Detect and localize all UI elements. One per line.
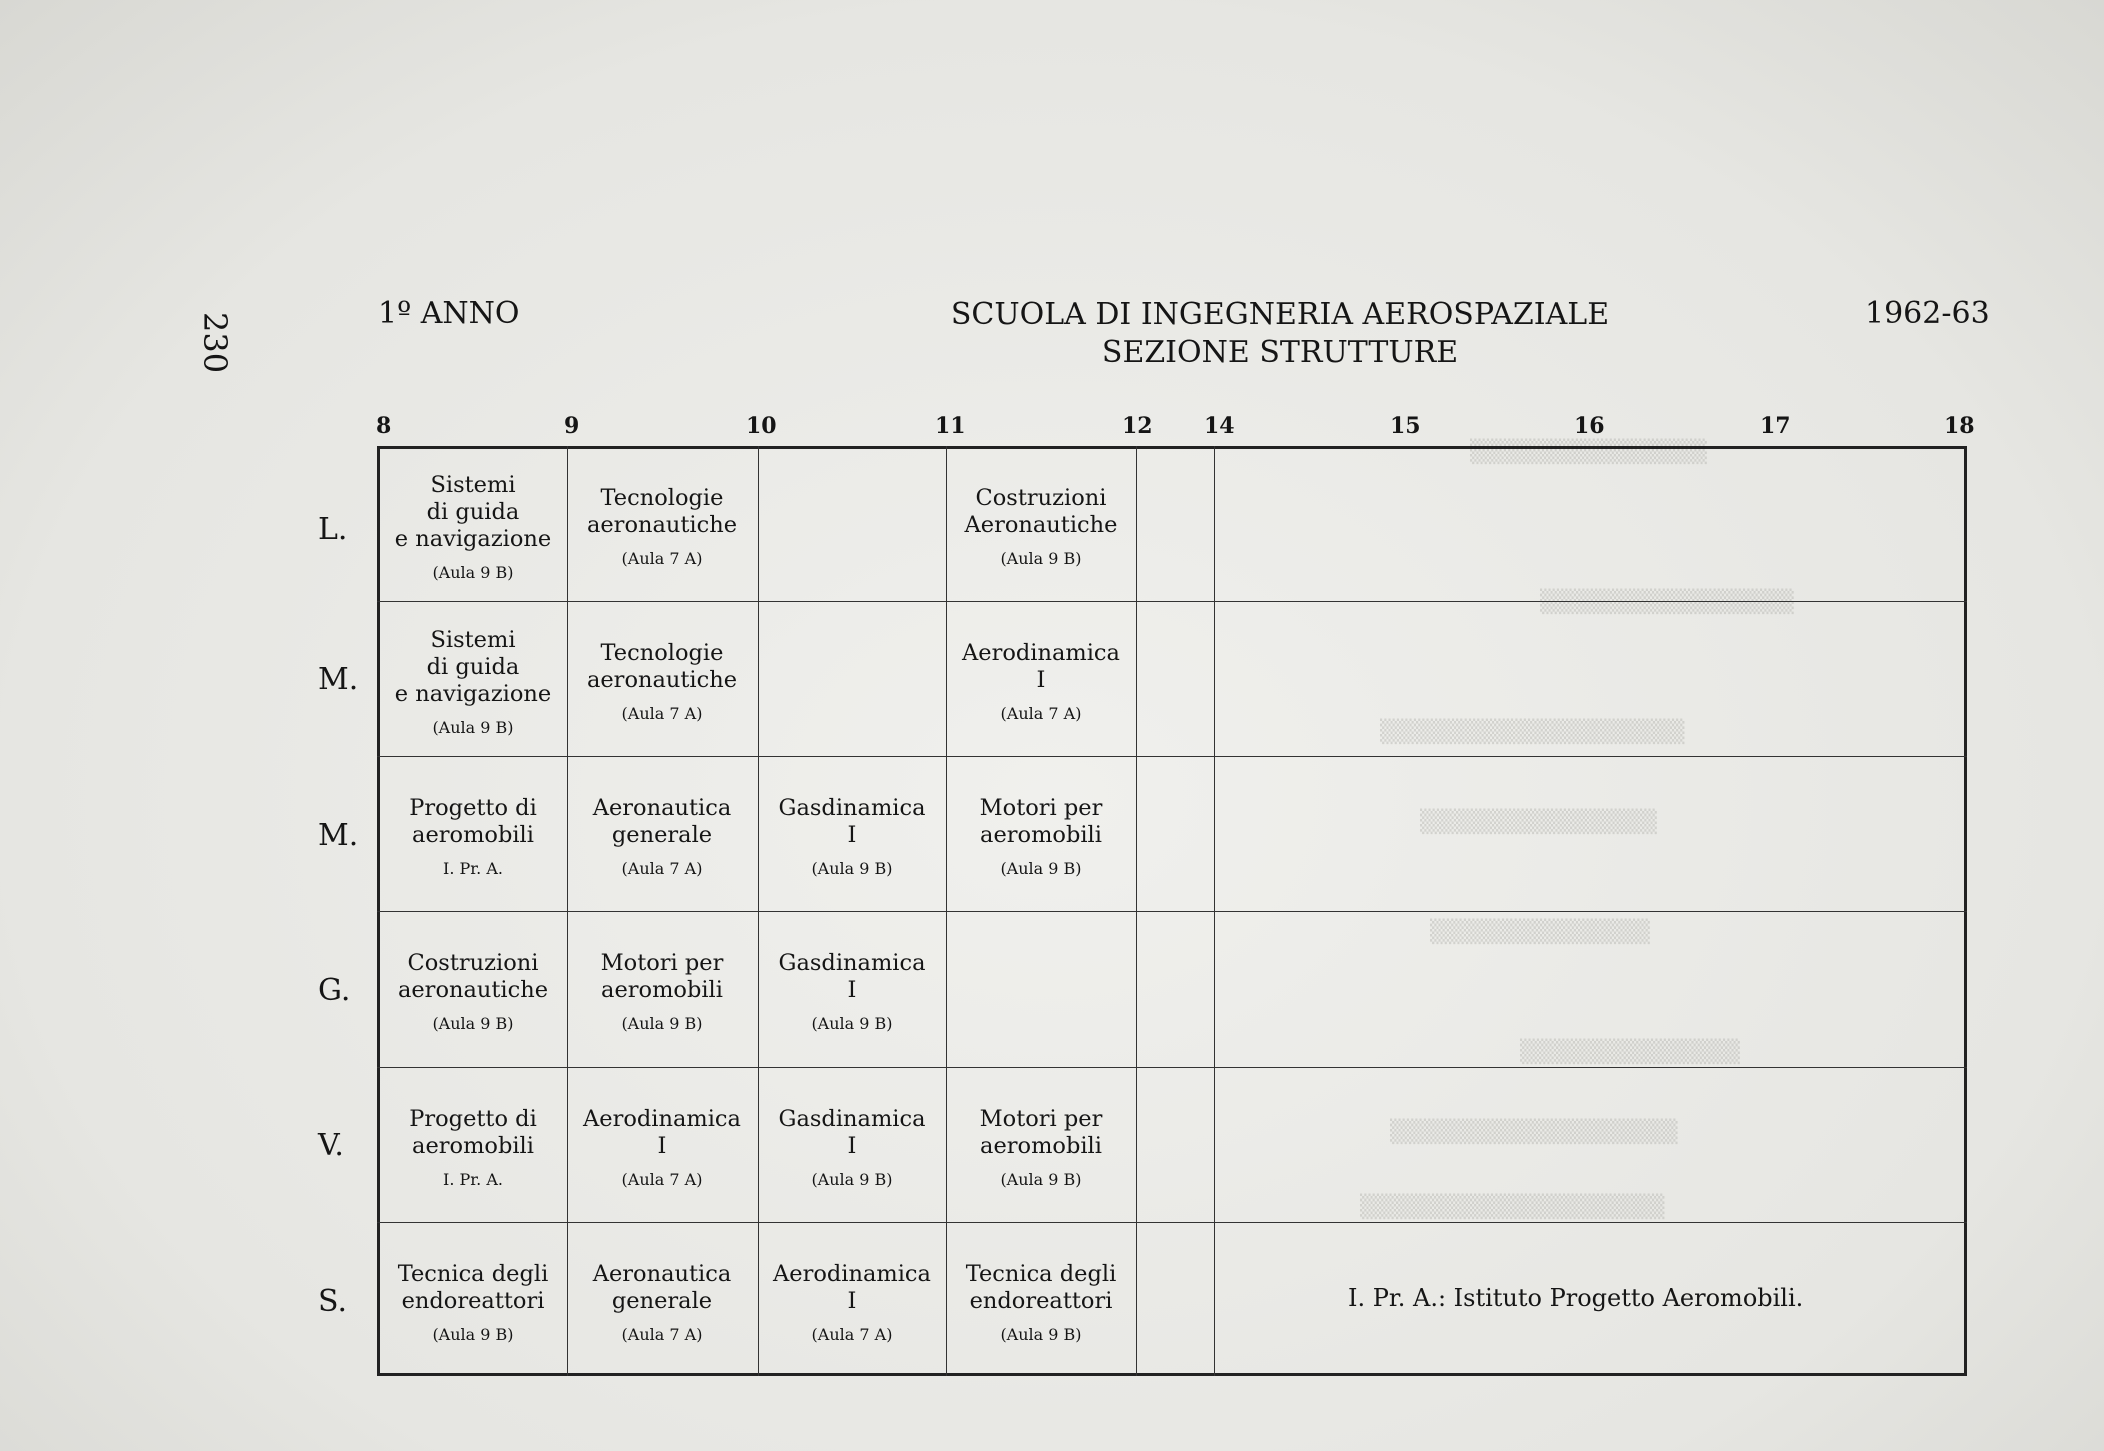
- bleed-through-text: ▒▒▒▒▒▒▒▒▒▒▒▒▒▒: [1470, 440, 1707, 465]
- bleed-through-text: ▒▒▒▒▒▒▒▒▒▒▒▒▒▒: [1420, 810, 1657, 835]
- bleed-through-text: ▒▒▒▒▒▒▒▒▒▒▒▒▒: [1430, 920, 1650, 945]
- bleed-through-text: ▒▒▒▒▒▒▒▒▒▒▒▒▒▒▒▒▒▒: [1380, 720, 1685, 745]
- lesson-room: (Aula 7 A): [621, 549, 703, 568]
- lesson-room: (Aula 7 A): [811, 1325, 893, 1344]
- day-label: M.: [318, 662, 359, 697]
- hour-label: 8: [376, 413, 392, 439]
- hour-label: 9: [564, 413, 580, 439]
- lesson-cell: [758, 772, 946, 902]
- lesson-title: Aeronautica generale: [592, 1261, 732, 1314]
- hour-label: 10: [746, 413, 777, 439]
- lesson-room: (Aula 7 A): [621, 859, 703, 878]
- row-divider: [1215, 911, 1967, 912]
- hour-label: 16: [1574, 413, 1605, 439]
- footnote: I. Pr. A.: Istituto Progetto Aeromobili.: [1348, 1284, 1804, 1312]
- lesson-title: Aerodinamica I: [773, 1261, 931, 1314]
- lesson-title: Tecnologie aeronautiche: [586, 640, 738, 693]
- lesson-cell: [758, 1083, 946, 1213]
- title-line-1: SCUOLA DI INGEGNERIA AEROSPAZIALE: [950, 297, 1610, 332]
- lesson-title: Tecnica degli endoreattori: [965, 1261, 1117, 1314]
- lesson-room: I. Pr. A.: [443, 859, 503, 878]
- lesson-room: (Aula 9 B): [432, 562, 514, 582]
- hour-label: 15: [1390, 413, 1421, 439]
- lesson-cell: [947, 1238, 1135, 1368]
- lesson-room: (Aula 7 A): [621, 1325, 703, 1344]
- row-divider: [1215, 1067, 1967, 1068]
- lesson-room: (Aula 9 B): [432, 717, 514, 737]
- lesson-room: (Aula 9 B): [811, 1170, 893, 1189]
- row-divider: [1215, 756, 1967, 757]
- lesson-cell: [758, 1238, 946, 1368]
- lesson-title: Gasdinamica I: [778, 1106, 926, 1159]
- row-divider: [377, 1222, 1217, 1223]
- lesson-room: (Aula 9 B): [432, 1325, 514, 1344]
- day-label: L.: [318, 512, 348, 547]
- lesson-cell: [379, 617, 567, 747]
- lesson-room: (Aula 9 B): [811, 1014, 893, 1033]
- lesson-title: Sistemi di guida e navigazione: [394, 471, 552, 552]
- hour-label: 11: [935, 413, 966, 439]
- row-divider: [1215, 1222, 1967, 1223]
- lesson-cell: [379, 927, 567, 1057]
- lesson-cell: [379, 462, 567, 592]
- lesson-cell: [568, 462, 756, 592]
- row-divider: [377, 911, 1217, 912]
- hour-label: 17: [1760, 413, 1791, 439]
- lesson-cell: [568, 1238, 756, 1368]
- lesson-room: (Aula 9 B): [1000, 549, 1082, 568]
- lesson-cell: [379, 1083, 567, 1213]
- lesson-cell: [947, 617, 1135, 747]
- lesson-cell: [947, 1083, 1135, 1213]
- lesson-title: Gasdinamica I: [778, 795, 926, 848]
- lesson-title: Aerodinamica I: [583, 1106, 741, 1159]
- hour-label: 18: [1944, 413, 1975, 439]
- lesson-room: (Aula 7 A): [1000, 704, 1082, 723]
- page-number: 230: [196, 312, 234, 374]
- lesson-title: Motori per aeromobili: [600, 950, 724, 1003]
- day-label: S.: [318, 1284, 348, 1319]
- hour-label: 14: [1204, 413, 1235, 439]
- bleed-through-text: ▒▒▒▒▒▒▒▒▒▒▒▒▒▒▒: [1540, 590, 1794, 615]
- bleed-through-text: ▒▒▒▒▒▒▒▒▒▒▒▒▒▒▒▒▒: [1390, 1120, 1678, 1145]
- row-divider: [377, 601, 1217, 602]
- bleed-through-text: ▒▒▒▒▒▒▒▒▒▒▒▒▒▒▒▒▒▒: [1360, 1195, 1665, 1220]
- lesson-cell: [947, 462, 1135, 592]
- lesson-cell: [568, 617, 756, 747]
- year-label: 1º ANNO: [378, 296, 520, 331]
- lesson-cell: [758, 927, 946, 1057]
- academic-year: 1962-63: [1865, 296, 1990, 331]
- lesson-cell: [379, 772, 567, 902]
- lesson-room: (Aula 7 A): [621, 1170, 703, 1189]
- row-divider: [1215, 601, 1967, 602]
- lesson-room: (Aula 9 B): [1000, 859, 1082, 878]
- day-label: M.: [318, 818, 359, 853]
- lesson-cell: [947, 772, 1135, 902]
- lesson-title: Tecnologie aeronautiche: [586, 485, 738, 538]
- lesson-room: (Aula 9 B): [621, 1014, 703, 1033]
- lesson-title: Aeronautica generale: [592, 795, 732, 848]
- lesson-title: Costruzioni Aeronautiche: [964, 485, 1118, 538]
- title-line-2: SEZIONE STRUTTURE: [1101, 335, 1459, 370]
- lesson-title: Costruzioni aeronautiche: [397, 950, 549, 1003]
- lesson-title: Motori per aeromobili: [979, 795, 1103, 848]
- lesson-title: Sistemi di guida e navigazione: [394, 626, 552, 707]
- lesson-room: (Aula 9 B): [1000, 1170, 1082, 1189]
- day-label: V.: [318, 1128, 344, 1163]
- day-label: G.: [318, 973, 351, 1008]
- lesson-cell: [379, 1238, 567, 1368]
- page-title: [780, 296, 1780, 372]
- lesson-title: Gasdinamica I: [778, 950, 926, 1003]
- row-divider: [377, 756, 1217, 757]
- row-divider: [377, 1067, 1217, 1068]
- lesson-room: (Aula 9 B): [432, 1014, 514, 1033]
- lesson-title: Motori per aeromobili: [979, 1106, 1103, 1159]
- hour-label: 12: [1122, 413, 1153, 439]
- bleed-through-text: ▒▒▒▒▒▒▒▒▒▒▒▒▒: [1520, 1040, 1740, 1065]
- lesson-room: I. Pr. A.: [443, 1170, 503, 1189]
- lesson-title: Tecnica degli endoreattori: [397, 1261, 549, 1314]
- lesson-title: Aerodinamica I: [962, 640, 1120, 693]
- lesson-room: (Aula 7 A): [621, 704, 703, 723]
- lesson-room: (Aula 9 B): [1000, 1325, 1082, 1344]
- lesson-title: Progetto di aeromobili: [409, 795, 537, 848]
- lesson-room: (Aula 9 B): [811, 859, 893, 878]
- lesson-title: Progetto di aeromobili: [409, 1106, 537, 1159]
- lesson-cell: [568, 772, 756, 902]
- lesson-cell: [568, 927, 756, 1057]
- lesson-cell: [568, 1083, 756, 1213]
